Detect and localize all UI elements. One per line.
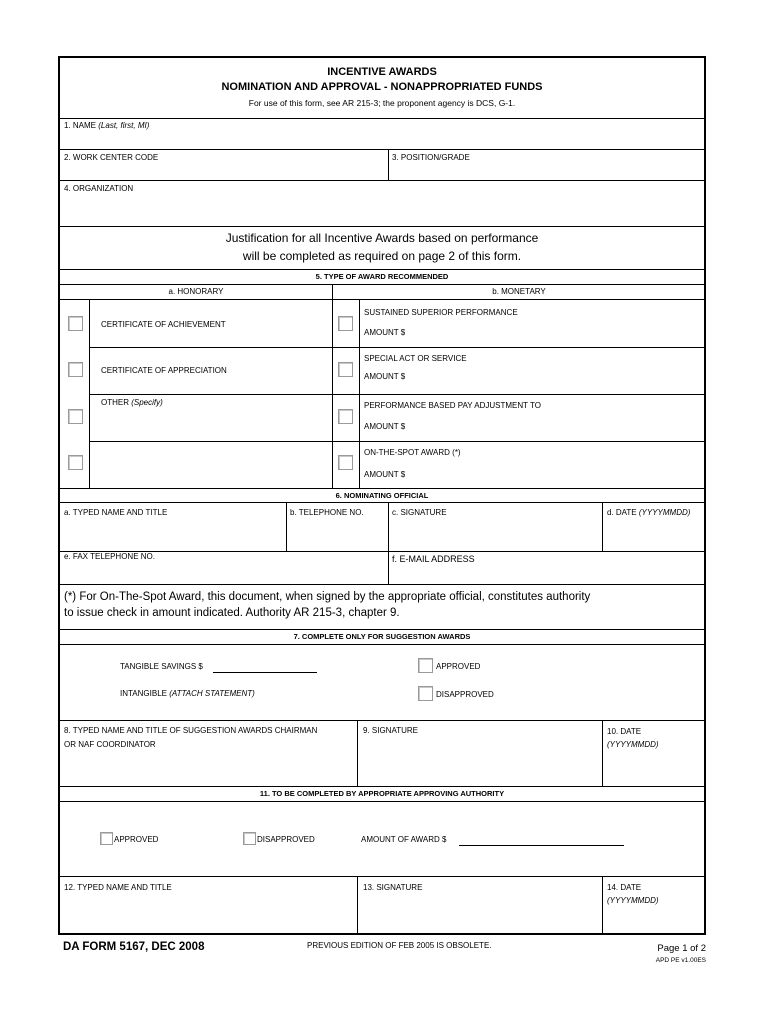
chairman-name-label-line2: OR NAF COORDINATOR bbox=[64, 740, 156, 749]
monetary-header: b. MONETARY bbox=[492, 287, 546, 296]
approver-signature-label: 13. SIGNATURE bbox=[363, 883, 423, 892]
certificate-achievement-checkbox[interactable] bbox=[68, 316, 83, 331]
authority-approved-checkbox[interactable] bbox=[100, 832, 113, 845]
approver-date-label: 14. DATE bbox=[607, 883, 642, 892]
other-award-checkbox[interactable] bbox=[68, 409, 83, 424]
approver-date-input[interactable] bbox=[607, 908, 701, 932]
divider bbox=[286, 502, 287, 551]
nominator-signature-input[interactable] bbox=[392, 520, 600, 548]
work-center-label: 2. WORK CENTER CODE bbox=[64, 153, 159, 162]
sustained-superior-checkbox[interactable] bbox=[338, 316, 353, 331]
other-award-input[interactable] bbox=[101, 410, 327, 438]
certificate-achievement-label: CERTIFICATE OF ACHIEVEMENT bbox=[101, 320, 226, 329]
chairman-date-hint: (YYYYMMDD) bbox=[607, 740, 659, 749]
approver-signature-input[interactable] bbox=[363, 896, 599, 931]
divider bbox=[60, 226, 704, 227]
suggestion-approved-label: APPROVED bbox=[436, 662, 481, 671]
intangible-label: INTANGIBLE (ATTACH STATEMENT) bbox=[120, 689, 255, 698]
obsolete-notice: PREVIOUS EDITION OF FEB 2005 IS OBSOLETE. bbox=[307, 941, 492, 950]
divider bbox=[60, 502, 704, 503]
chairman-date-input[interactable] bbox=[607, 754, 701, 782]
tangible-savings-label: TANGIBLE SAVINGS $ bbox=[120, 662, 203, 671]
nominator-name-input[interactable] bbox=[64, 520, 284, 548]
amount-of-award-line bbox=[459, 845, 624, 846]
form-proponent-note: For use of this form, see AR 215-3; the proponent agency is DCS, G-1. bbox=[248, 98, 516, 108]
organization-label: 4. ORGANIZATION bbox=[64, 184, 134, 193]
on-the-spot-notice-line1: (*) For On-The-Spot Award, this document, when signed by the appropriate official, constitutes authority bbox=[64, 591, 591, 603]
divider bbox=[60, 801, 704, 802]
nominator-name-label: a. TYPED NAME AND TITLE bbox=[64, 508, 168, 517]
organization-input[interactable] bbox=[64, 196, 700, 224]
sustained-superior-label: SUSTAINED SUPERIOR PERFORMANCE bbox=[364, 308, 518, 317]
form-number: DA FORM 5167, DEC 2008 bbox=[63, 941, 205, 953]
chairman-date-label: 10. DATE bbox=[607, 727, 642, 736]
tangible-savings-line bbox=[213, 672, 317, 673]
divider bbox=[60, 149, 704, 150]
nominator-signature-label: c. SIGNATURE bbox=[392, 508, 447, 517]
divider bbox=[60, 269, 704, 270]
amount-label: AMOUNT $ bbox=[364, 372, 406, 381]
on-the-spot-label: ON-THE-SPOT AWARD (*) bbox=[364, 448, 461, 457]
page-number: Page 1 of 2 bbox=[657, 943, 706, 954]
suggestion-disapproved-label: DISAPPROVED bbox=[436, 690, 494, 699]
honorary-header: a. HONORARY bbox=[168, 287, 224, 296]
amount-of-award-input[interactable] bbox=[460, 832, 623, 844]
authority-approved-label: APPROVED bbox=[114, 835, 159, 844]
suggestion-disapproved-checkbox[interactable] bbox=[418, 686, 433, 701]
email-input[interactable] bbox=[480, 553, 700, 581]
divider bbox=[60, 551, 704, 552]
authority-disapproved-label: DISAPPROVED bbox=[257, 835, 315, 844]
special-act-amount-input[interactable] bbox=[412, 370, 700, 382]
certificate-appreciation-label: CERTIFICATE OF APPRECIATION bbox=[101, 366, 227, 375]
certificate-appreciation-checkbox[interactable] bbox=[68, 362, 83, 377]
amount-label: AMOUNT $ bbox=[364, 470, 406, 479]
on-the-spot-checkbox[interactable] bbox=[338, 455, 353, 470]
divider bbox=[60, 876, 704, 877]
suggestion-approved-checkbox[interactable] bbox=[418, 658, 433, 673]
chairman-signature-label: 9. SIGNATURE bbox=[363, 726, 418, 735]
amount-label: AMOUNT $ bbox=[364, 422, 406, 431]
position-grade-input[interactable] bbox=[392, 164, 700, 179]
amount-label: AMOUNT $ bbox=[364, 328, 406, 337]
divider bbox=[602, 876, 603, 935]
divider bbox=[388, 149, 389, 180]
divider bbox=[89, 394, 704, 395]
work-center-input[interactable] bbox=[64, 164, 384, 179]
nominator-telephone-input[interactable] bbox=[290, 520, 388, 548]
fax-label: e. FAX TELEPHONE NO. bbox=[64, 552, 155, 561]
divider bbox=[388, 502, 389, 584]
approver-name-input[interactable] bbox=[64, 896, 354, 931]
divider bbox=[60, 488, 704, 489]
sustained-superior-amount-input[interactable] bbox=[412, 326, 700, 338]
divider bbox=[60, 720, 704, 721]
divider bbox=[60, 118, 704, 119]
fax-input[interactable] bbox=[64, 564, 384, 582]
divider bbox=[60, 284, 704, 285]
divider bbox=[602, 720, 603, 786]
approver-date-hint: (YYYYMMDD) bbox=[607, 896, 659, 905]
nominator-telephone-label: b. TELEPHONE NO. bbox=[290, 508, 364, 517]
form-title: INCENTIVE AWARDS bbox=[327, 66, 437, 78]
honorary-blank-input[interactable] bbox=[94, 444, 328, 484]
performance-pay-amount-input[interactable] bbox=[412, 420, 700, 432]
tangible-savings-input[interactable] bbox=[214, 659, 316, 671]
divider bbox=[89, 441, 704, 442]
other-award-label: OTHER (Specify) bbox=[101, 398, 163, 407]
divider bbox=[89, 347, 704, 348]
amount-of-award-label: AMOUNT OF AWARD $ bbox=[361, 835, 447, 844]
divider bbox=[60, 786, 704, 787]
section5-title: 5. TYPE OF AWARD RECOMMENDED bbox=[315, 272, 449, 281]
section6-title: 6. NOMINATING OFFICIAL bbox=[335, 491, 429, 500]
divider bbox=[60, 299, 704, 300]
section7-title: 7. COMPLETE ONLY FOR SUGGESTION AWARDS bbox=[293, 632, 471, 641]
version-tag: APD PE v1.00ES bbox=[655, 957, 706, 964]
special-act-checkbox[interactable] bbox=[338, 362, 353, 377]
chairman-signature-input[interactable] bbox=[363, 740, 599, 780]
performance-pay-checkbox[interactable] bbox=[338, 409, 353, 424]
award-form bbox=[58, 56, 706, 935]
nominator-date-input[interactable] bbox=[607, 520, 701, 548]
honorary-blank-checkbox[interactable] bbox=[68, 455, 83, 470]
position-grade-label: 3. POSITION/GRADE bbox=[392, 153, 470, 162]
justification-line1: Justification for all Incentive Awards based on performance bbox=[225, 231, 539, 245]
performance-pay-label: PERFORMANCE BASED PAY ADJUSTMENT TO bbox=[364, 401, 541, 410]
divider bbox=[60, 180, 704, 181]
divider bbox=[357, 720, 358, 786]
divider bbox=[60, 629, 704, 630]
justification-line2: will be completed as required on page 2 of this form. bbox=[242, 249, 522, 263]
name-input[interactable] bbox=[64, 132, 700, 147]
nominator-date-label: d. DATE (YYYYMMDD) bbox=[607, 508, 691, 517]
divider bbox=[60, 644, 704, 645]
divider bbox=[332, 284, 333, 488]
divider bbox=[357, 876, 358, 935]
form-subtitle-title: NOMINATION AND APPROVAL - NONAPPROPRIATED FUNDS bbox=[221, 81, 543, 93]
special-act-label: SPECIAL ACT OR SERVICE bbox=[364, 354, 467, 363]
name-label: 1. NAME (Last, first, MI) bbox=[64, 121, 150, 130]
section11-title: 11. TO BE COMPLETED BY APPROPRIATE APPROVING AUTHORITY bbox=[259, 789, 505, 798]
email-label: f. E-MAIL ADDRESS bbox=[392, 554, 475, 564]
on-the-spot-amount-input[interactable] bbox=[412, 468, 700, 480]
authority-disapproved-checkbox[interactable] bbox=[243, 832, 256, 845]
divider bbox=[602, 502, 603, 551]
chairman-name-input[interactable] bbox=[64, 754, 354, 784]
divider bbox=[60, 584, 704, 585]
approver-name-label: 12. TYPED NAME AND TITLE bbox=[64, 883, 172, 892]
on-the-spot-notice-line2: to issue check in amount indicated. Authority AR 215-3, chapter 9. bbox=[64, 607, 400, 619]
chairman-name-label: 8. TYPED NAME AND TITLE OF SUGGESTION AWARDS CHAIRMAN bbox=[64, 726, 318, 735]
